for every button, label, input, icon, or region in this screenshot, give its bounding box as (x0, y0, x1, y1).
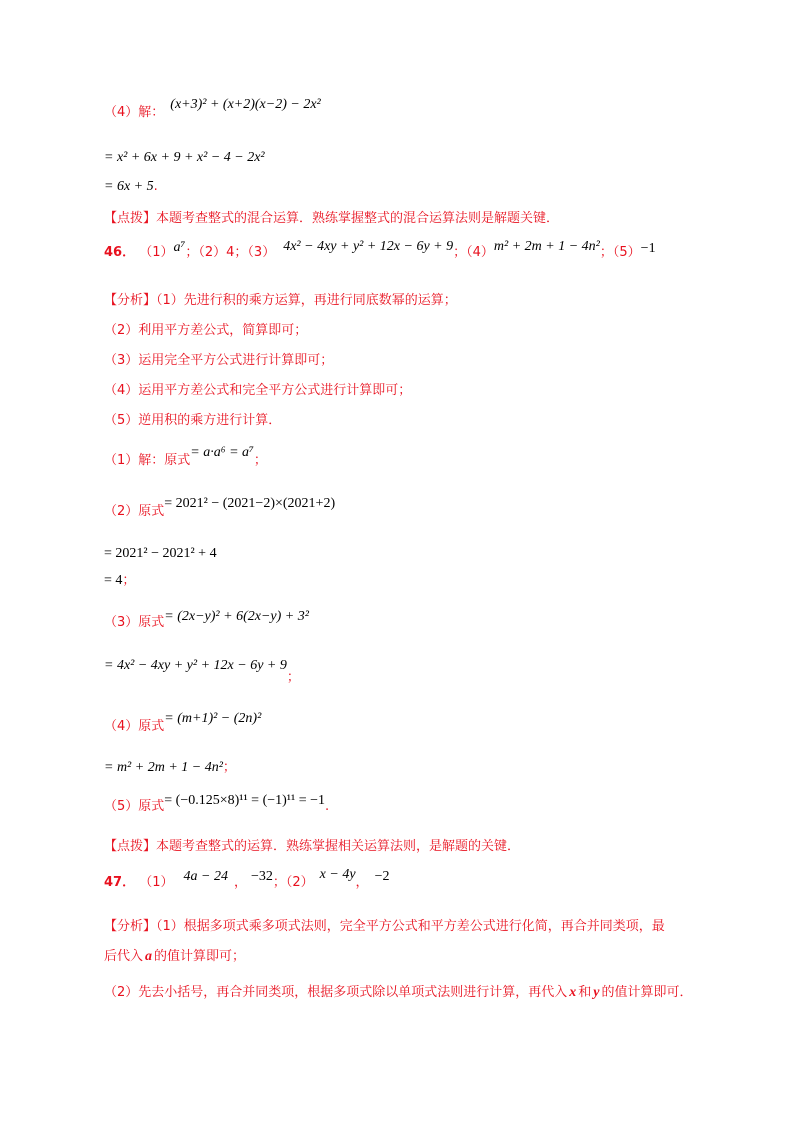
punctuation: ； (286, 670, 300, 685)
step-label: （2）原式 (104, 504, 165, 519)
tip-text: 【点拨】本题考查整式的混合运算．熟练掌握整式的混合运算法则是解题关键． (104, 211, 560, 226)
part-label: ；（5） (599, 245, 641, 260)
math-expression: = 2021² − 2021² + 4 (104, 546, 217, 561)
part-label: ；（4） (453, 245, 494, 260)
math-line (104, 178, 158, 196)
math-expression: (x+3)² + (x+2)(x−2) − 2x² (170, 97, 321, 112)
math-expression: = (2x−y)² + 6(2x−y) + 3² (164, 609, 309, 624)
variable: a (145, 949, 153, 964)
analysis-text: 后代入 (104, 949, 144, 964)
question-46-answers (104, 239, 656, 262)
math-expression: = 2021² − (2021−2)×(2021+2) (164, 496, 336, 511)
part-label: （1） (139, 875, 174, 890)
part-label: （1） (139, 245, 174, 260)
math-expression: = x² + 6x + 9 + x² − 4 − 2x² (104, 150, 265, 165)
question-number: 46． (104, 245, 136, 260)
math-expression: = (−0.125×8)¹¹ = (−1)¹¹ = −1 (164, 793, 325, 808)
analysis-text: 和 (578, 985, 592, 1000)
solution-4-line (104, 97, 321, 122)
step-label: （4）解： (104, 105, 165, 120)
tip-text: 【点拨】本题考查整式的运算．熟练掌握相关运算法则，是解题的关键． (104, 839, 521, 854)
part-label: ；（2） (272, 875, 314, 890)
analysis-line: （3）运用完全平方公式进行计算即可； (104, 353, 334, 368)
analysis-text: 的值计算即可． (601, 985, 693, 1000)
analysis-line: 【分析】（1）根据多项式乘多项式法则，完全平方公式和平方差公式进行化简，再合并同类项，最 (104, 919, 665, 934)
answer-math: x − 4y (319, 867, 356, 882)
punctuation: . (153, 179, 158, 194)
analysis-text: （2）先去小括号，再合并同类项，根据多项式除以单项式法则进行计算，再代入 (104, 985, 568, 1000)
step-label: （1）解：原式 (104, 453, 191, 468)
punctuation: ； (222, 760, 236, 775)
punctuation: ， (233, 875, 247, 890)
punctuation: ； (122, 573, 136, 588)
answer-math: −32 (250, 869, 273, 884)
math-expression: = 4x² − 4xy + y² + 12x − 6y + 9 (104, 658, 287, 673)
math-expression: = a·a⁶ = a⁷ (190, 445, 254, 460)
punctuation: . (325, 799, 330, 814)
part-label: ；（2）4；（3） (185, 245, 276, 260)
solution-1-line (104, 445, 267, 470)
step-label: （5）原式 (104, 799, 165, 814)
math-line (104, 545, 217, 563)
math-expression: = m² + 2m + 1 − 4n² (104, 760, 223, 775)
variable: x (569, 985, 577, 1000)
analysis-line: 【分析】（1）先进行积的乘方运算，再进行同底数幂的运算； (104, 293, 457, 308)
step-label: （3）原式 (104, 615, 165, 630)
punctuation: ； (253, 453, 267, 468)
math-expression: = 6x + 5 (104, 179, 154, 194)
math-line (104, 149, 265, 167)
analysis-line: （2）利用平方差公式，简算即可； (104, 323, 308, 338)
math-line (104, 657, 300, 685)
question-47-answers (104, 867, 390, 892)
solution-5-line (104, 793, 330, 816)
answer-math: m² + 2m + 1 − 4n² (493, 239, 600, 254)
analysis-text: 的值计算即可； (154, 949, 246, 964)
answer-math: −1 (640, 241, 656, 256)
solution-3-line (104, 609, 309, 632)
answer-math: −2 (374, 869, 390, 884)
answer-math: 4a − 24 (183, 869, 228, 884)
analysis-line: （4）运用平方差公式和完全平方公式进行计算即可； (104, 383, 412, 398)
variable: y (593, 985, 600, 1000)
question-number: 47． (104, 875, 136, 890)
math-expression: = 4 (104, 573, 123, 588)
answer-math: 4x² − 4xy + y² + 12x − 6y + 9 (283, 239, 454, 254)
analysis-line (104, 948, 245, 966)
analysis-line (104, 984, 693, 1002)
solution-4-line (104, 711, 262, 736)
math-line (104, 572, 135, 590)
punctuation: ， (355, 875, 369, 890)
solution-2-line (104, 496, 336, 521)
math-expression: = (m+1)² − (2n)² (164, 711, 262, 726)
step-label: （4）原式 (104, 719, 165, 734)
analysis-line: （5）逆用积的乘方进行计算． (104, 413, 282, 428)
answer-math: a⁷ (173, 240, 186, 255)
math-line (104, 759, 236, 777)
